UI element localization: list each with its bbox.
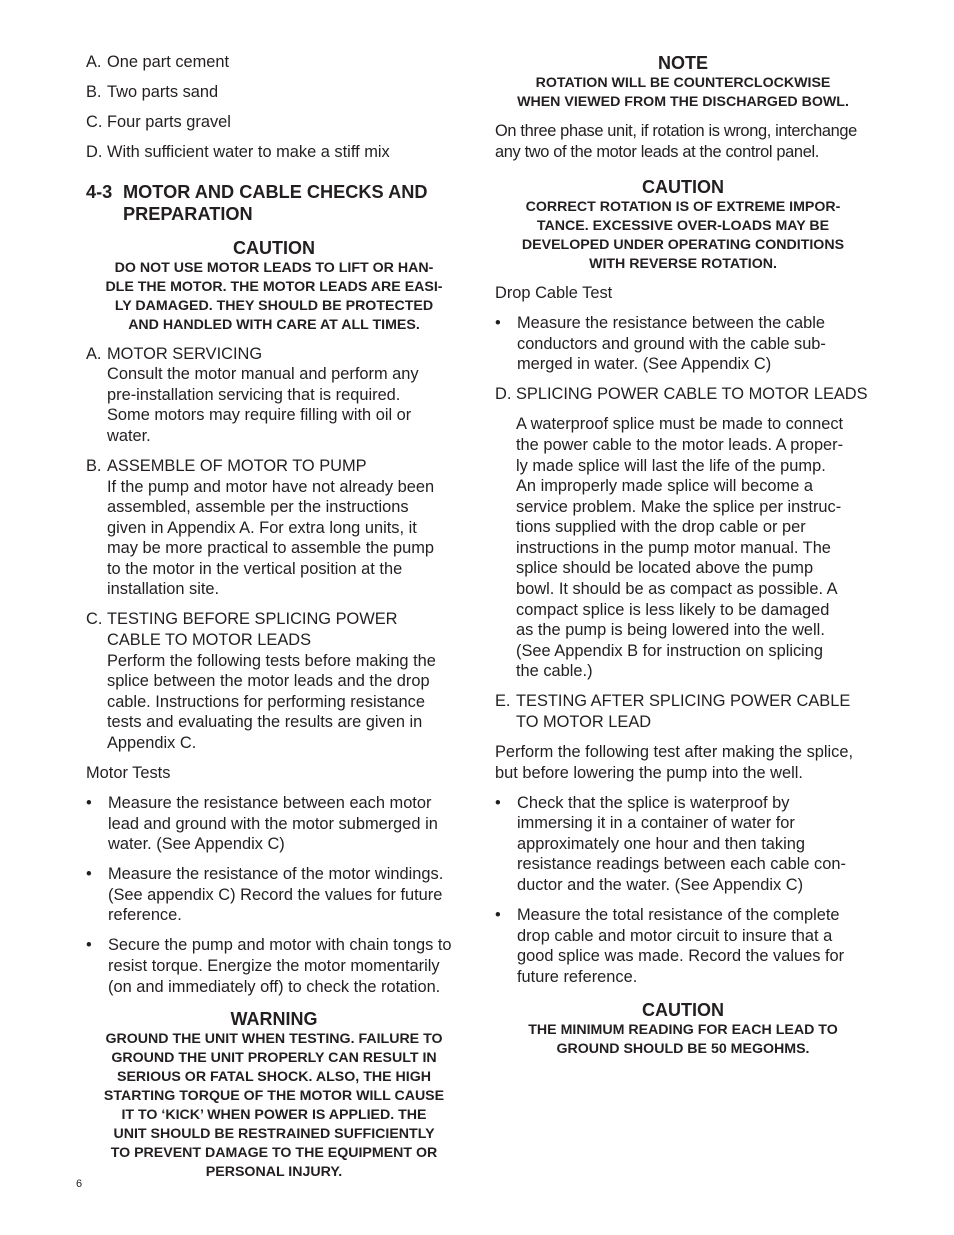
note-heading: NOTE: [657, 53, 708, 73]
mix-list: [86, 52, 462, 163]
bullet-icon: •: [86, 865, 92, 884]
warning-heading: WARNING: [230, 1009, 318, 1030]
section-heading: 4-3 MOTOR AND CABLE CHECKS AND PREPARATION: [86, 181, 428, 224]
list-item: • Secure the pump and motor with chain tongs to resist torque. Energize the motor momentarily (on and immediately off) to check the rotation.: [86, 936, 452, 996]
list-item: D. With sufficient water to make a stiff mix: [86, 142, 390, 161]
after-splice-paragraph: Perform the following test after making the splice, but before lowering the pump into the well.: [495, 743, 854, 782]
item-b: B. ASSEMBLE OF MOTOR TO PUMP If the pump and motor have not already been assembled, assemble per the instructions given in Appendix A. For extra long units, it may be more practical to assemble the pump to the motor in the vertical position at the installation site.: [86, 456, 435, 599]
caution-heading: CAUTION: [642, 177, 724, 198]
list-item: • Measure the resistance between each motor lead and ground with the motor submerged in water. (See Appendix C): [86, 793, 438, 854]
item-d: D. SPLICING POWER CABLE TO MOTOR LEADS A waterproof splice must be made to connect the power cable to the motor leads. A proper- ly made splice will last the life of the pump. An improperly made splice will become a service problem. Make the splice per instruc- tions supplied with the drop cable or per instructions in the pump motor manual. The splice should be located above the pump bowl. It should be as compact as possible. A compact splice is less likely to be damaged as the pump is being lowered into the well. (See Appendix B for instruction on splicing the cable.): [495, 385, 868, 681]
list-item: • Measure the resistance of the motor windings. (See appendix C) Record the values for future reference.: [86, 865, 444, 925]
item-c: C. TESTING BEFORE SPLICING POWER CABLE TO MOTOR LEADS Perform the following tests before making the splice between the motor leads and the drop cable. Instructions for performing resistance tests and evaluating the results are given in Appendix C.: [86, 610, 436, 753]
caution-block: CAUTION THE MINIMUM READING FOR EACH LEAD TO GROUND SHOULD BE 50 MEGOHMS.: [495, 999, 871, 1059]
caution-block: CAUTION CORRECT ROTATION IS OF EXTREME IMPOR- TANCE. EXCESSIVE OVER-LOADS MAY BE DEVELOPED UNDER OPERATING CONDITIONS WITH REVERSE ROTATION.: [495, 176, 871, 274]
item-e: E. TESTING AFTER SPLICING POWER CABLE TO MOTOR LEAD: [495, 692, 851, 732]
bullet-icon: •: [495, 314, 501, 333]
item-a: A. MOTOR SERVICING Consult the motor manual and perform any pre-installation servicing that is required. Some motors may require filling with oil or water.: [86, 344, 419, 445]
note-block: NOTE ROTATION WILL BE COUNTERCLOCKWISE WHEN VIEWED FROM THE DISCHARGED BOWL.: [495, 52, 871, 112]
caution-heading: CAUTION: [642, 1000, 724, 1021]
bullet-icon: •: [86, 793, 92, 812]
list-item: • Measure the total resistance of the complete drop cable and motor circuit to insure that a good splice was made. Record the values for future reference.: [495, 905, 845, 986]
list-item: A. One part cement: [86, 53, 230, 71]
bullet-icon: •: [495, 793, 501, 812]
list-item: • Measure the resistance between the cable conductors and ground with the cable sub- merged in water. (See Appendix C): [495, 314, 826, 374]
left-column: [86, 52, 462, 1182]
caution-heading: CAUTION: [233, 237, 315, 258]
bullet-icon: •: [495, 905, 501, 924]
motor-tests-label: Motor Tests: [86, 764, 171, 782]
page-number: 6: [76, 1178, 83, 1190]
list-item: C. Four parts gravel: [86, 112, 231, 131]
three-phase-paragraph: On three phase unit, if rotation is wrong, interchange any two of the motor leads at the control panel.: [495, 122, 857, 161]
list-item: • Check that the splice is waterproof by immersing it in a container of water for approximately one hour and then taking resistance readings between each cable con- ductor and the water. (See Appendix C): [495, 793, 846, 894]
bullet-icon: •: [86, 936, 92, 955]
drop-cable-label: Drop Cable Test: [495, 284, 613, 303]
caution-block: CAUTION DO NOT USE MOTOR LEADS TO LIFT OR HAN- DLE THE MOTOR. THE MOTOR LEADS ARE EASI- LY DAMAGED. THEY SHOULD BE PROTECTED AND HANDLED WITH CARE AT ALL TIMES.: [86, 237, 462, 335]
warning-block: WARNING GROUND THE UNIT WHEN TESTING. FAILURE TO GROUND THE UNIT PROPERLY CAN RESULT IN SERIOUS OR FATAL SHOCK. ALSO, THE HIGH STARTING TORQUE OF THE MOTOR WILL CAUSE IT TO ‘KICK’ WHEN POWER IS APPLIED. THE UNIT SHOULD BE RESTRAINED SUFFICIENTLY TO PREVENT DAMAGE TO THE EQUIPMENT OR PERSONAL INJURY.: [86, 1008, 462, 1182]
list-item: B. Two parts sand: [86, 82, 219, 101]
right-column: [495, 52, 871, 1059]
